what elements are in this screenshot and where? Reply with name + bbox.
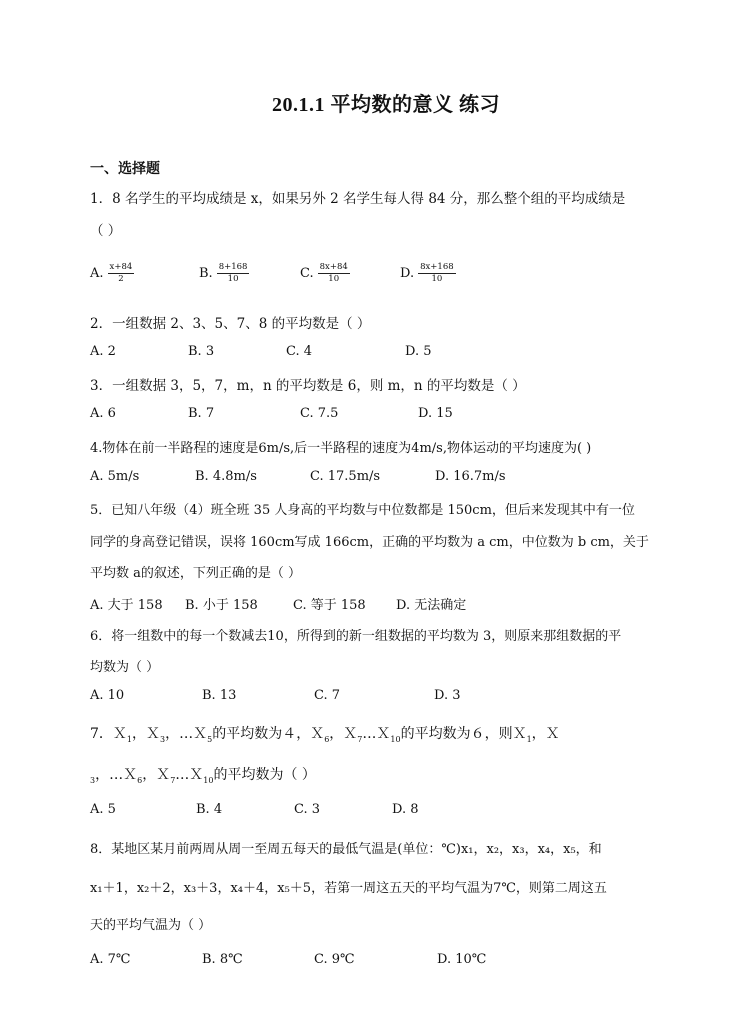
q7-text: ，Ｘ	[142, 767, 171, 783]
q7-text: ，Ｘ	[531, 726, 560, 742]
fraction-denominator: 2	[118, 274, 124, 284]
q1-option-c-label: C.	[300, 266, 314, 281]
q7-subscript: 3	[90, 775, 96, 785]
q2-option-a: A. 2	[90, 344, 116, 359]
q7-subscript: 7	[357, 734, 363, 744]
fraction-denominator: 10	[227, 274, 239, 284]
q5-option-a: A. 大于 158	[90, 598, 163, 613]
q7-subscript: 10	[203, 775, 214, 785]
fraction-numerator: 8x+168	[420, 262, 454, 272]
q7-stem-line2	[90, 764, 316, 785]
q1-option-d-label: D.	[400, 266, 415, 281]
q7-text: …Ｘ	[362, 726, 391, 742]
q8-stem-line2: x₁＋1，x₂＋2，x₃＋3，x₄＋4，x₅＋5，若第一周这五天的平均气温为7℃，则第二周这五	[90, 881, 607, 896]
q6-option-c: C. 7	[314, 688, 341, 703]
fraction-denominator: 10	[328, 274, 340, 284]
q1-option-a	[90, 262, 134, 285]
fraction-denominator: 10	[431, 274, 443, 284]
fraction-numerator: 8x+84	[319, 262, 348, 272]
q2-option-d: D. 5	[405, 344, 432, 359]
q7-option-b: B. 4	[196, 802, 223, 817]
q6-option-d: D. 3	[434, 688, 461, 703]
q7-option-d: D. 8	[392, 802, 419, 817]
q7-text: ，Ｘ	[132, 726, 161, 742]
q4-option-d: D. 16.7m/s	[435, 469, 506, 484]
q7-stem-line1	[90, 723, 560, 744]
q1-stem-line2: （ ）	[90, 223, 122, 239]
q5-stem-line1: 5．已知八年级（4）班全班 35 人身高的平均数与中位数都是 150cm，但后来发现其中有一位	[90, 503, 635, 518]
q2-option-c: C. 4	[286, 344, 313, 359]
q1-option-c-fraction	[318, 262, 350, 285]
q3-stem: 3．一组数据 3，5，7，m，n 的平均数是 6，则 m，n 的平均数是（ ）	[90, 378, 526, 394]
q7-subscript: 6	[137, 775, 143, 785]
q2-option-b: B. 3	[188, 344, 215, 359]
q4-stem: 4.物体在前一半路程的速度是6m/s,后一半路程的速度为4m/s,物体运动的平均速度为( )	[90, 441, 592, 456]
q5-stem-line2: 同学的身高登记错误，误将 160cm写成 166cm，正确的平均数为 a cm，中位数为 b cm，关于	[90, 535, 649, 550]
q1-option-a-label: A.	[90, 266, 104, 281]
q8-stem-line1: 8．某地区某月前两周从周一至周五每天的最低气温是(单位：℃)x₁，x₂，x₃，x₄，x₅，和	[90, 842, 602, 857]
q7-text: 的平均数为６，则Ｘ	[400, 726, 527, 742]
q7-subscript: 5	[207, 734, 213, 744]
q1-option-d	[400, 262, 456, 285]
q8-option-b: B. 8℃	[202, 952, 243, 967]
q1-option-b	[199, 262, 249, 285]
q7-text: 7．Ｘ	[90, 726, 127, 742]
q3-option-a: A. 6	[90, 406, 116, 421]
q7-subscript: 10	[390, 734, 401, 744]
q7-subscript: 1	[126, 734, 133, 744]
q1-option-d-fraction	[418, 262, 456, 285]
q5-option-d: D. 无法确定	[396, 598, 467, 613]
q6-option-b: B. 13	[202, 688, 237, 703]
page-title: 20.1.1 平均数的意义 练习	[272, 94, 500, 116]
q8-option-d: D. 10℃	[437, 952, 487, 967]
q1-option-b-fraction	[217, 262, 250, 285]
q6-stem-line2: 均数为（ ）	[90, 660, 160, 675]
q1-stem-line1: 1．8 名学生的平均成绩是 x，如果另外 2 名学生每人得 84 分，那么整个组的平均成绩是	[90, 191, 626, 207]
q7-text: ，…Ｘ	[95, 767, 138, 783]
q5-option-c: C. 等于 158	[293, 598, 366, 613]
q6-stem-line1: 6．将一组数中的每一个数减去10，所得到的新一组数据的平均数为 3，则原来那组数据的平	[90, 629, 622, 644]
q7-subscript: 3	[160, 734, 166, 744]
q3-option-d: D. 15	[418, 406, 453, 421]
section-heading: 一、选择题	[90, 161, 160, 177]
q8-stem-line3: 天的平均气温为（ ）	[90, 918, 212, 933]
q1-option-a-fraction	[108, 262, 135, 285]
q2-stem: 2．一组数据 2、3、5、7、8 的平均数是（ ）	[90, 316, 371, 332]
q5-stem-line3: 平均数 a的叙述，下列正确的是（ ）	[90, 566, 302, 581]
q7-text: 的平均数为（ ）	[213, 767, 316, 783]
fraction-numerator: 8+168	[218, 262, 248, 272]
q4-option-a: A. 5m/s	[90, 469, 140, 484]
q8-option-c: C. 9℃	[314, 952, 355, 967]
q1-option-c	[300, 262, 350, 285]
q7-option-c: C. 3	[294, 802, 321, 817]
q4-option-c: C. 17.5m/s	[310, 469, 381, 484]
q6-option-a: A. 10	[90, 688, 125, 703]
q7-text: …Ｘ	[175, 767, 204, 783]
fraction-numerator: x+84	[109, 262, 133, 272]
q7-text: 的平均数为４，Ｘ	[212, 726, 325, 742]
q7-option-a: A. 5	[90, 802, 116, 817]
q1-option-b-label: B.	[199, 266, 213, 281]
q4-option-b: B. 4.8m/s	[195, 469, 257, 484]
q8-option-a: A. 7℃	[90, 952, 131, 967]
q5-option-b: B. 小于 158	[185, 598, 258, 613]
q7-subscript: 1	[526, 734, 532, 744]
q7-subscript: 6	[324, 734, 330, 744]
q3-option-b: B. 7	[188, 406, 215, 421]
q7-subscript: 7	[170, 775, 176, 785]
q7-text: ，…Ｘ	[165, 726, 208, 742]
q3-option-c: C. 7.5	[300, 406, 339, 421]
q7-text: ，Ｘ	[329, 726, 358, 742]
